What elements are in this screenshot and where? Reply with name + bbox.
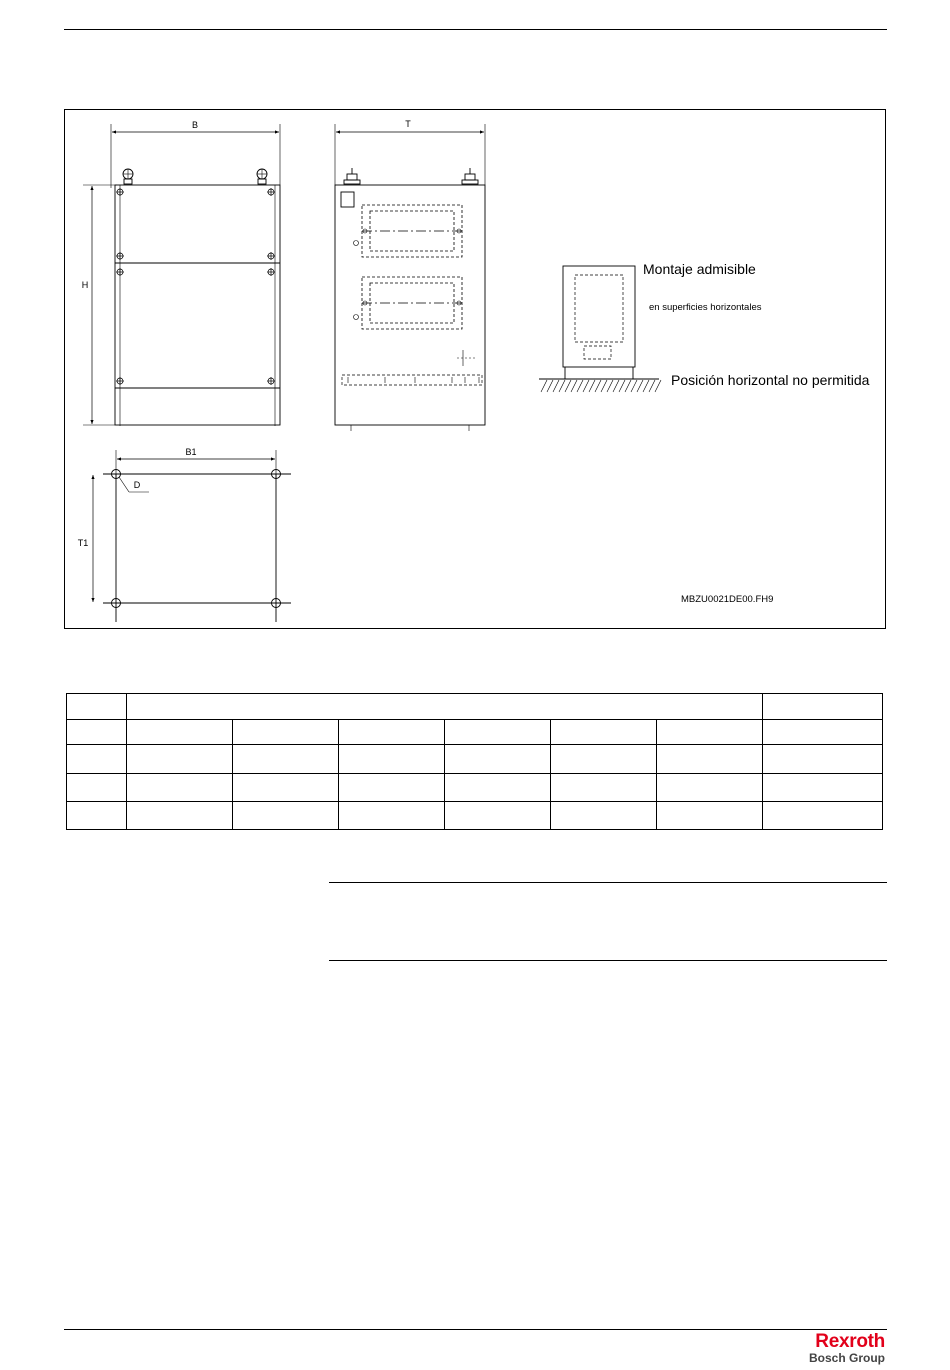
table-cell bbox=[657, 745, 763, 774]
dim-label-b1: B1 bbox=[185, 447, 197, 457]
table-cell bbox=[127, 745, 233, 774]
table-cell bbox=[127, 694, 763, 720]
table-cell bbox=[233, 774, 339, 802]
table-cell bbox=[233, 802, 339, 830]
table-cell bbox=[445, 720, 551, 745]
table-cell bbox=[763, 694, 883, 720]
note-top-rule bbox=[329, 882, 887, 883]
mounting-allowed-label: Montaje admisible bbox=[643, 261, 756, 277]
table-cell bbox=[67, 802, 127, 830]
dim-label-d: D bbox=[133, 480, 141, 490]
dimension-drawing bbox=[65, 110, 887, 630]
brand-wordmark: Rexroth bbox=[815, 1331, 885, 1352]
dimensions-table bbox=[66, 693, 883, 830]
table-cell bbox=[551, 720, 657, 745]
table-cell bbox=[551, 774, 657, 802]
table-cell bbox=[339, 720, 445, 745]
table-cell bbox=[657, 720, 763, 745]
table-cell bbox=[67, 774, 127, 802]
dim-label-b: B bbox=[191, 120, 199, 130]
table-cell bbox=[657, 774, 763, 802]
table-cell bbox=[339, 802, 445, 830]
hole-pattern-view bbox=[93, 450, 291, 622]
table-cell bbox=[233, 745, 339, 774]
table-cell bbox=[67, 720, 127, 745]
table-cell bbox=[339, 774, 445, 802]
table-cell bbox=[551, 745, 657, 774]
table-cell bbox=[67, 694, 127, 720]
table-cell bbox=[67, 745, 127, 774]
table-cell bbox=[551, 802, 657, 830]
mounting-detail bbox=[539, 266, 661, 392]
bottom-rule bbox=[64, 1329, 887, 1330]
side-view bbox=[335, 124, 485, 431]
brand-group: Bosch Group bbox=[808, 1351, 885, 1365]
note-bottom-rule bbox=[329, 960, 887, 961]
dim-label-t1: T1 bbox=[77, 538, 89, 548]
table-row bbox=[67, 802, 883, 830]
table-cell bbox=[127, 720, 233, 745]
dim-label-t: T bbox=[405, 119, 411, 129]
rexroth-logo bbox=[809, 1332, 885, 1364]
table-cell bbox=[763, 774, 883, 802]
table-cell bbox=[763, 745, 883, 774]
top-rule bbox=[64, 29, 887, 30]
table-cell bbox=[763, 802, 883, 830]
table-row bbox=[67, 694, 883, 720]
table-row bbox=[67, 745, 883, 774]
drawing-frame bbox=[64, 109, 886, 629]
dim-label-h: H bbox=[81, 280, 89, 290]
table-cell bbox=[339, 745, 445, 774]
table-cell bbox=[445, 802, 551, 830]
table-cell bbox=[763, 720, 883, 745]
drawing-code: MBZU0021DE00.FH9 bbox=[681, 594, 774, 605]
table-cell bbox=[233, 720, 339, 745]
table-cell bbox=[127, 802, 233, 830]
table-cell bbox=[657, 802, 763, 830]
table-row bbox=[67, 774, 883, 802]
table-cell bbox=[445, 745, 551, 774]
table-row bbox=[67, 720, 883, 745]
horizontal-not-allowed-label: Posición horizontal no permitida bbox=[671, 372, 870, 388]
mounting-note-label: en superficies horizontales bbox=[649, 302, 762, 313]
table-cell bbox=[445, 774, 551, 802]
table-cell bbox=[127, 774, 233, 802]
front-view bbox=[83, 124, 280, 426]
